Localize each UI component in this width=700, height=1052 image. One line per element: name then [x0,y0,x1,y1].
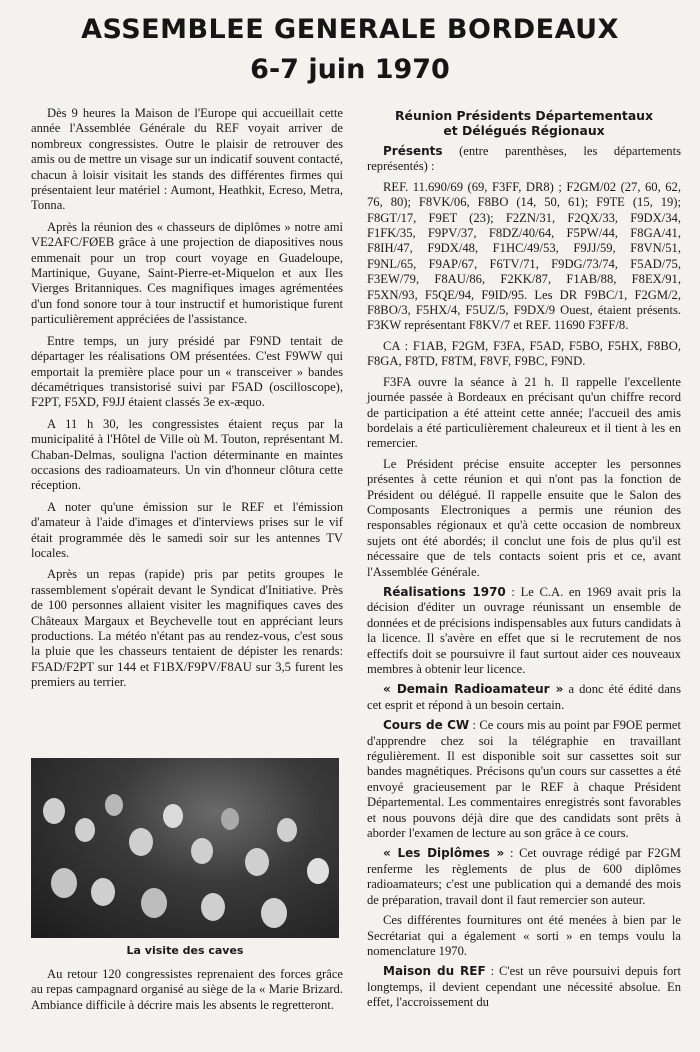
cw-paragraph: Cours de CW : Ce cours mis au point par F9OE permet d'apprendre chez soi la télégraphie en travaillant régulièrement. Il est disponible soit sur cassettes soit sur bandes magnétiques. Précisons qu'un cours sur cassettes a été envoyé gracieusement par le REF à chaque Président Départemental. Les commentaires enregistrés sont favorables et nous pouvons déjà dire que des candidats sont prêts à aborder l'examen de lecture au son grâce à ce cours. [367,718,682,841]
realisations-paragraph: Réalisations 1970 : Le C.A. en 1969 avait pris la décision d'éditer un ouvrage réunissant un ensemble de données et de précisions indispensables aux futurs candidats à la licence. Il s'avère en effet que si le recrutement de nos effectifs doit se poursuivre il faut surtout aider ces nouveaux membres à obtenir leur licence. [367,584,681,676]
ca-paragraph: CA : F1AB, F2GM, F3FA, F5AD, F5BO, F5HX, F8BO, F8GA, F8TD, F8TM, F8VF, F9BC, F9ND. [367,338,681,369]
cellar-visit-photo [31,758,339,938]
page-title: ASSEMBLEE GENERALE BORDEAUX [81,14,619,45]
paragraph: F3FA ouvre la séance à 21 h. Il rappelle l'excellente journée passée à Bordeaux en précisant qu'un chiffre record de participation a été atteint cette année; l'accueil des amis bordelais a été particulièrement chaleureux et il tient à les en remercier. [367,374,681,451]
paragraph: Entre temps, un jury présidé par F9ND tentait de départager les réalisations OM présentées. C'est F9WW qui emportait la première place pour un « transceiver » bandes décamétriques transistorisé suivi par F5AD (oscilloscope), F2PT, F5XD, F9JJ étaient classés 3e ex-æquo. [31,333,343,410]
page-subtitle: 6-7 juin 1970 [250,54,450,85]
paragraph: A 11 h 30, les congressistes étaient reçus par la municipalité à l'Hôtel de Ville où M. Touton, représentant M. Chaban-Delmas, souligna l'action déterminante en maintes occasions des radioamateurs. Un vin d'honneur clôtura cette réception. [31,416,343,493]
presents-paragraph: Présents (entre parenthèses, les départements représentés) : [367,144,681,174]
paragraph: Après la réunion des « chasseurs de diplômes » notre ami VE2AFC/FØEB grâce à une projection de diapositives nous emmenait pour un trop court voyage en Guadeloupe, Martinique, Guyane, Saint-Pierre-et-Miquelon et aux Iles Vierges Britanniques. Ces magnifiques images agrémentées d'un fond sonore tour à tour instructif et humoristique furent particulièrement appréciées de l'assistance. [31,219,343,327]
paragraph: A noter qu'une émission sur le REF et l'émission d'amateur à l'aide d'images et d'interviews prises sur le vif était programmée dès le samedi soir sur les antennes TV locales. [31,499,343,560]
section-heading: Réunion Présidents Départementaux et Délégués Régionaux [395,108,653,138]
maison-paragraph: Maison du REF : C'est un rêve poursuivi depuis fort longtemps, il devient cependant une nécessité absolue. En effet, l'accroissement du [367,964,681,1010]
paragraph: Au retour 120 congressistes reprenaient des forces grâce au repas campagnard organisé au siège de la « Marie Brizard. Ambiance difficile à décrire mais les absents le regretteront. [31,967,343,1012]
paragraph: Après un repas (rapide) pris par petits groupes le rassemblement s'opérait devant le Syndicat d'Initiative. Près de 100 personnes allaient visiter les magnifiques caves des Châteaux Margaux et Beychevelle tout en appréciant leurs productions. La météo n'étant pas au rendez-vous, c'est sous la pluie que les chasseurs tentaient de dépister les renards: F5AD/F2PT sur 144 et F1BX/F9PV/F8AU sur 3,5 furent les premiers au terrier. [31,567,343,690]
demain-paragraph: « Demain Radioamateur » a donc été édité dans cet esprit et répond à un besoin certain. [367,682,681,712]
paragraph: Dès 9 heures la Maison de l'Europe qui accueillait cette année l'Assemblée Générale du REF voyait arriver de nombreux congressistes. Outre le plaisir de retrouver des amis ou de mettre un visage sur un indicatif souvent contacté, chacun à loisir visitait les stands des différentes firmes qui présentaient leur matériel : Aumont, Heathkit, Ecreso, Metra, Tonna. [31,106,343,213]
paragraph: Le Président précise ensuite accepter les personnes présentes à cette réunion et qui n'ont pas la fonction de Président ou délégué. Il rappelle ensuite que le Salon des Composants Electroniques a permis une réunion des responsables régionaux et qu'à cette occasion de nombreux sujets ont été abordés; il conclut une fois de plus qu'il est nécessaire que de tels contacts soient pris et ce, avant l'Assemblée Générale. [367,456,681,579]
right-column [367,108,681,1016]
callsign-list: REF. 11.690/69 (69, F3FF, DR8) ; F2GM/02 (27, 60, 62, 76, 80); F8VK/06, F8BO (14, 50, 61); F9TE (15, 19); F8GT/17, F9ET (23); F2ZN/31, F2QX/33, F9DX/34, F1FK/35, F9PV/37, F8DZ/40/64, F5PW/44, F8GA/41, F8IH/47, F9DX/48, F1HC/49/53, F9JJ/59, F8VN/51, F9NL/65, F9AP/67, F6TV/71, F9DG/73/74, F5AD/75, F3EW/79, F8AU/86, F2KK/87, F1AB/88, F8EX/91, F5XN/93, F5QE/94, F9ID/95. Les DR F9BC/1, F2GM/2, F8BO/3, F5HX/4, F5UZ/5, F9DX/9 Ouest, étaient présents. F3KW représentant F8KV/7 et REF. 11690 F3FF/8. [367,179,681,333]
diplomes-paragraph: « Les Diplômes » : Cet ouvrage rédigé par F2GM renferme les règlements de plus de 600 diplômes radioamateurs; c'est une publication qui a demandé des mois de préparation, travail dont il faut remercier son auteur. [367,846,681,907]
paragraph: Ces différentes fournitures ont été menées à bien par le Secrétariat qui a également « sorti » en temps voulu la nomenclature 1970. [367,913,681,958]
left-column [31,106,343,697]
photo-caption: La visite des caves [126,944,244,957]
left-column-continued [31,967,343,1013]
